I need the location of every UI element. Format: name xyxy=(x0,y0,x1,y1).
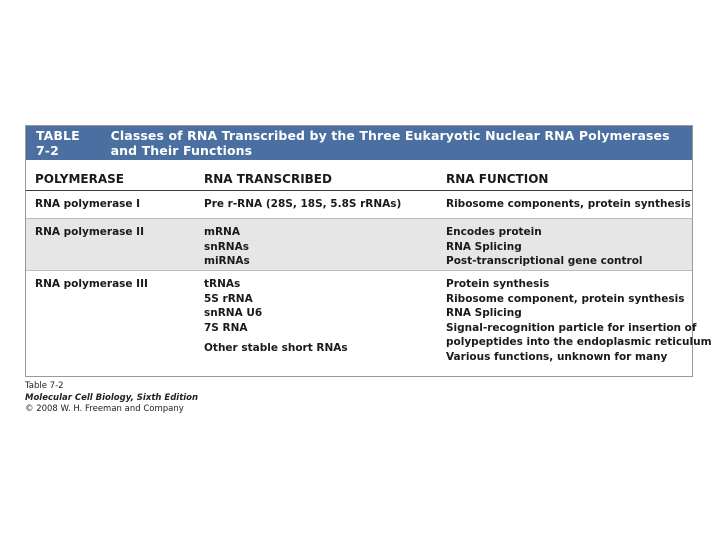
transcribed-item: snRNAs xyxy=(204,240,249,253)
transcribed-item: tRNAs xyxy=(204,278,241,290)
function-item: RNA Splicing xyxy=(446,307,522,319)
rna-polymerase-table xyxy=(25,125,712,377)
figure-caption xyxy=(25,381,198,416)
polymerase-name: RNA polymerase II xyxy=(35,226,144,238)
polymerase-name: RNA polymerase III xyxy=(35,278,148,290)
table-row-pol-ii xyxy=(26,219,692,271)
transcribed-item: miRNAs xyxy=(204,255,250,267)
transcribed-item: 5S rRNA xyxy=(204,292,253,305)
transcribed-item: Pre r-RNA (28S, 18S, 5.8S rRNAs) xyxy=(204,198,402,210)
function-item: Ribosome components, protein synthesis xyxy=(446,198,691,210)
function-item: Various functions, unknown for many xyxy=(446,350,668,363)
header-rna-function: RNA FUNCTION xyxy=(446,172,549,186)
polymerase-name: RNA polymerase I xyxy=(35,198,141,210)
header-polymerase: POLYMERASE xyxy=(35,172,124,186)
function-item: polypeptides into the endoplasmic reticulum xyxy=(446,336,712,348)
table-title-bar xyxy=(26,126,692,160)
caption-book: Molecular Cell Biology, Sixth Edition xyxy=(25,392,199,403)
transcribed-item: 7S RNA xyxy=(204,321,248,334)
transcribed-item: snRNA U6 xyxy=(204,307,263,319)
transcribed-item: Other stable short RNAs xyxy=(204,342,348,354)
table-header-row xyxy=(26,160,692,191)
header-rna-transcribed: RNA TRANSCRIBED xyxy=(204,172,332,186)
caption-copyright: © 2008 W. H. Freeman and Company xyxy=(25,404,184,414)
table-number: TABLE 7-2 xyxy=(36,128,80,158)
function-item: Signal-recognition particle for insertion of xyxy=(446,321,697,334)
transcribed-item: mRNA xyxy=(204,226,240,238)
function-item: RNA Splicing xyxy=(446,240,522,253)
table-row-pol-iii xyxy=(26,271,712,378)
function-item: Protein synthesis xyxy=(446,278,550,290)
function-item: Post-transcriptional gene control xyxy=(446,255,643,267)
caption-label: Table 7-2 xyxy=(25,381,64,391)
function-item: Ribosome component, protein synthesis xyxy=(446,292,685,305)
table-row-pol-i xyxy=(26,191,692,219)
table-title: Classes of RNA Transcribed by the Three Eukaryotic Nuclear RNA Polymerases and Their Functions xyxy=(110,128,670,158)
function-item: Encodes protein xyxy=(446,226,542,238)
